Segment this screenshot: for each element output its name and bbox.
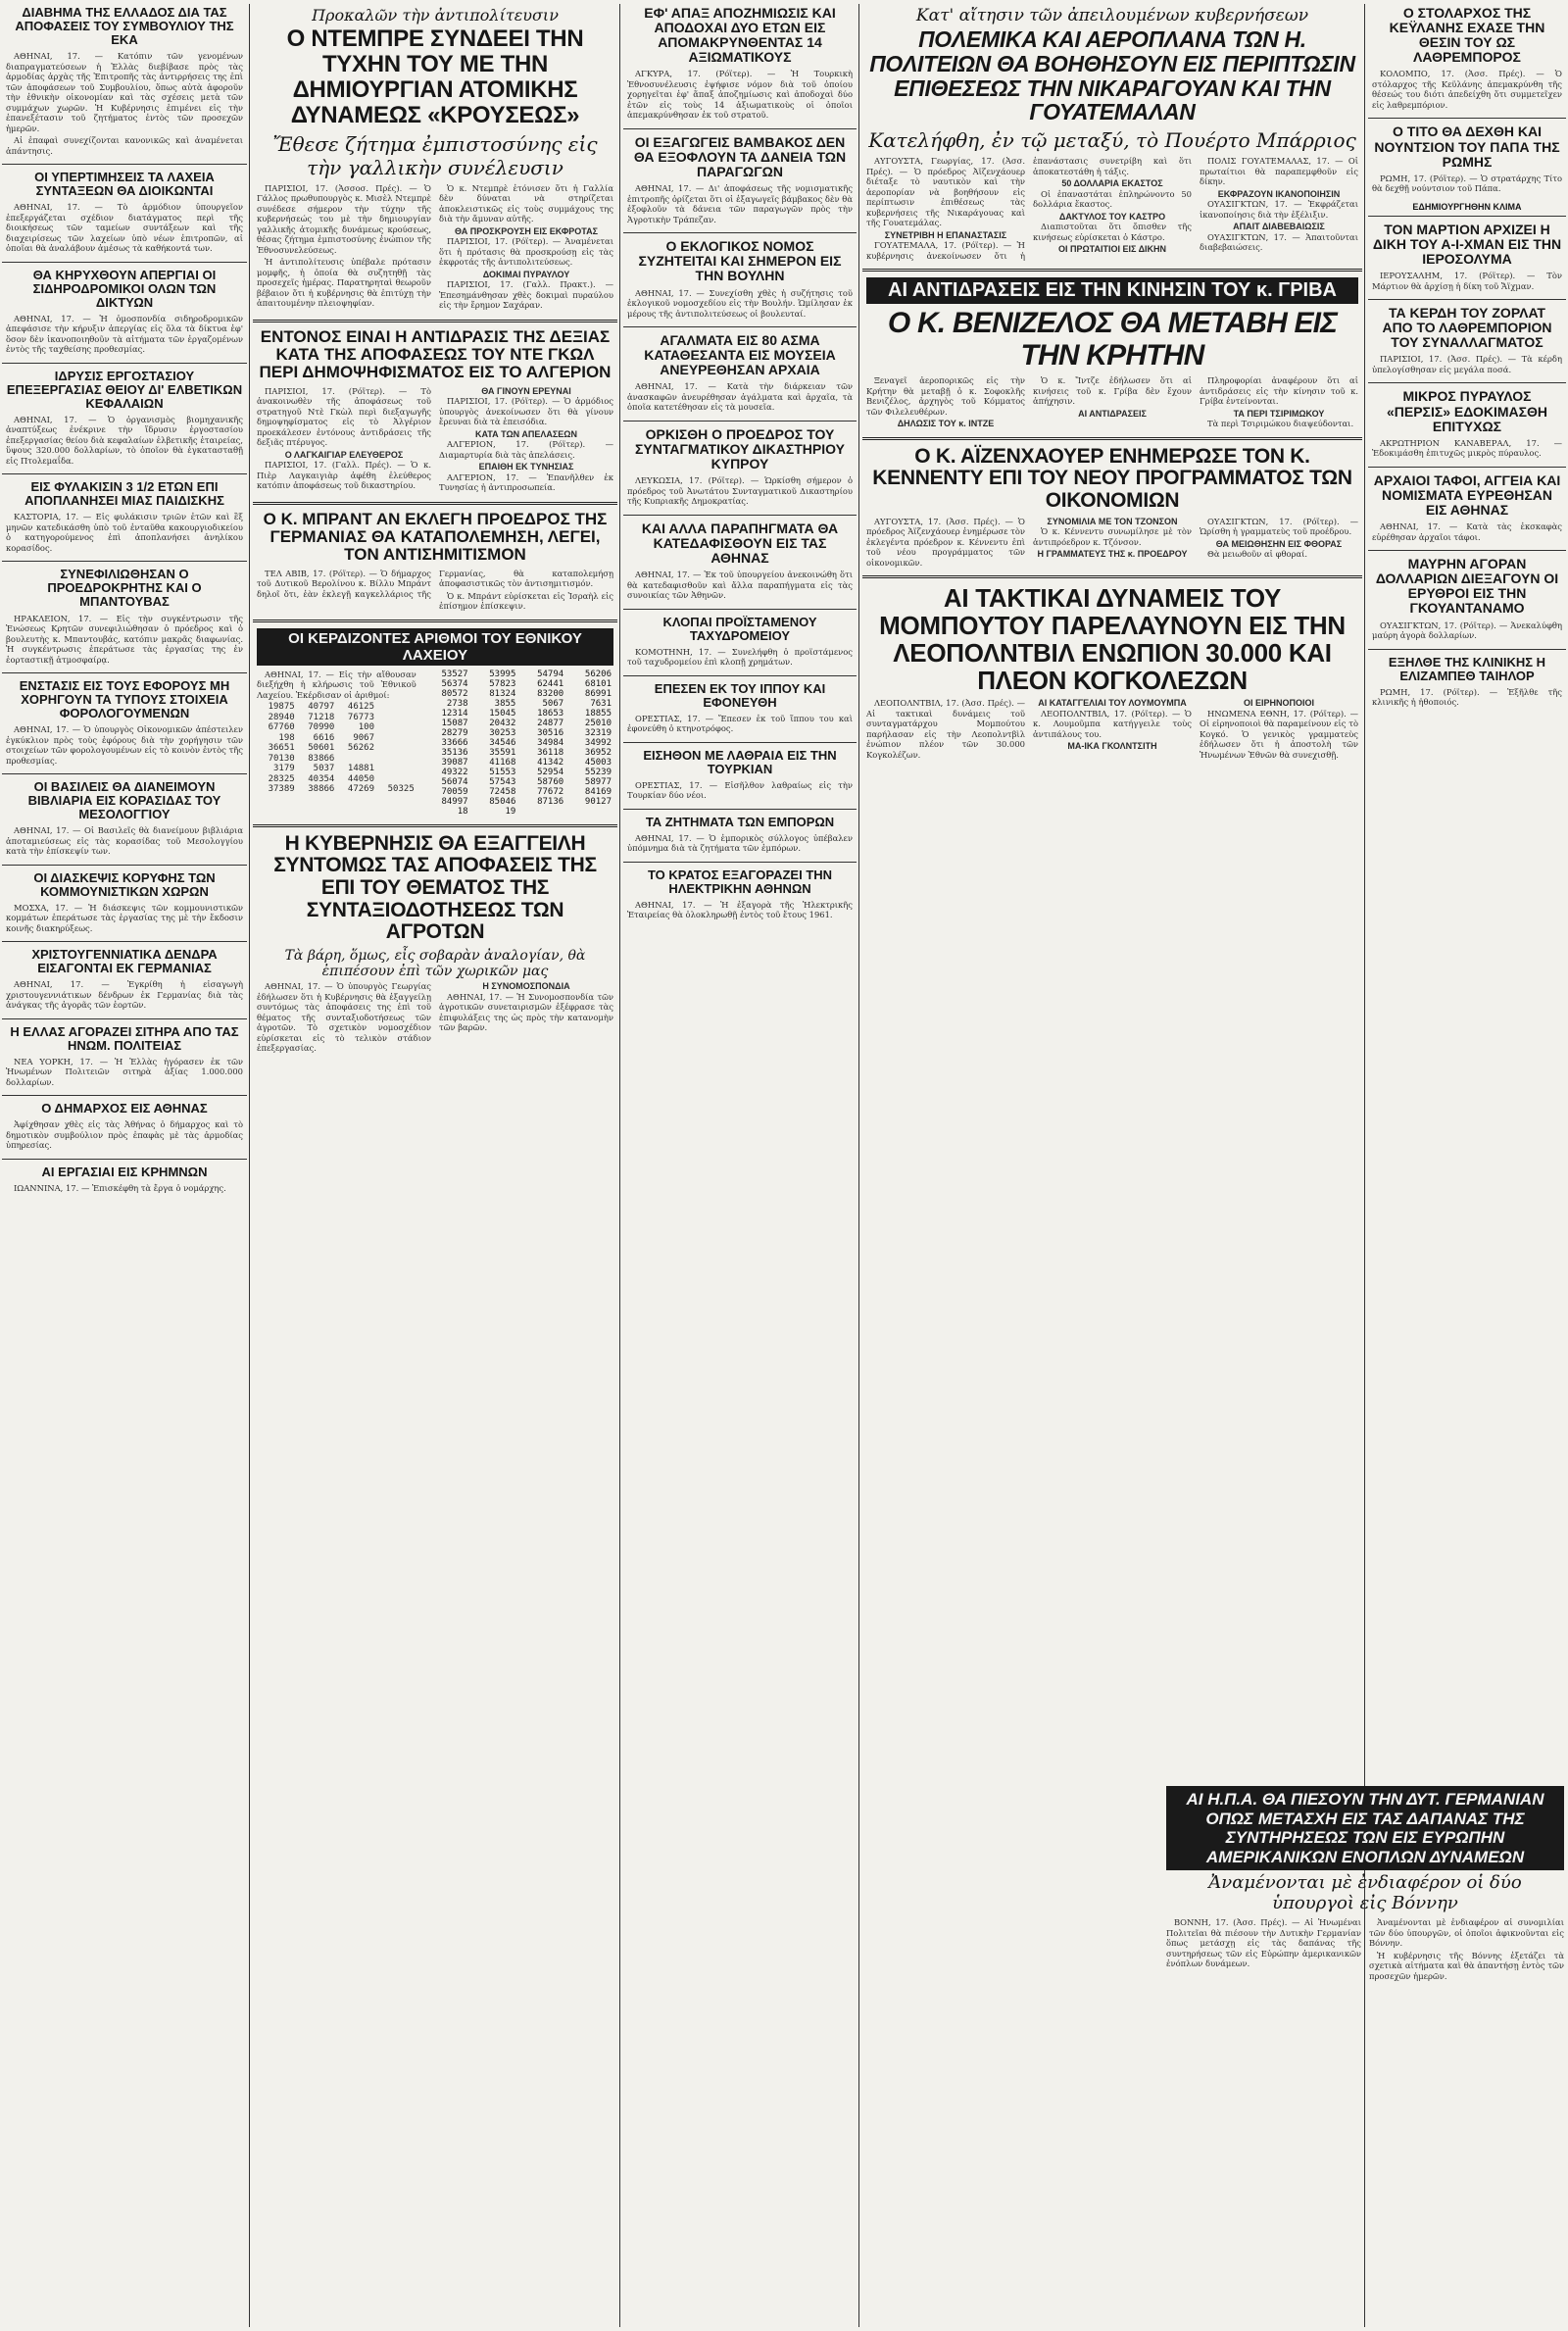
lottery-number: 72458 bbox=[489, 786, 516, 797]
lottery-number: 19875 bbox=[268, 702, 295, 713]
lottery-number: 62441 bbox=[537, 678, 564, 689]
lottery-row bbox=[422, 797, 613, 807]
lottery-number: 28940 bbox=[268, 712, 295, 722]
lottery-number: 57543 bbox=[489, 776, 516, 787]
lottery-row bbox=[422, 728, 613, 738]
lottery-number: 90127 bbox=[584, 796, 612, 807]
article-body: ΚΑΣΤΟΡΙΑ, 17. — Εἰς φυλάκισιν τριῶν ἐτῶν καὶ ἓξ μηνῶν κατεδικάσθη ὑπὸ τοῦ ἐνταῦθα κακουργιοδικείου ὁ κατηγορούμενος ἐπὶ ἀποπλανήσει ἀνηλίκου κορασίδος. bbox=[6, 512, 243, 553]
article-body: ΑΥΓΟΥΣΤΑ, Γεωργίας, 17. (Ἀσσ. Πρές). — Ὁ πρόεδρος Ἀϊζενχάουερ διέταξε τὸ ναυτικὸν καὶ τὴν ἀεροπορίαν νὰ βοηθήσουν εἰς περίπτωσιν ἐπιθέσεως τὰς κυβερνήσεις τῆς Νικαράγουας καὶ τῆς Γουατεμάλας. ΣΥΝΕΤΡΙΒΗ Η ΕΠΑΝΑΣΤΑΣΙΣ ΓΟΥΑΤΕΜΑΛΑ, 17. (Ρόϊτερ). — Ἡ κυβέρνησις ἀνεκοίνωσεν ὅτι ἡ ἐπανάστασις συνετρίβη καὶ ὅτι ἀποκατεστάθη ἡ τάξις. 50 ΔΟΛΛΑΡΙΑ ΕΚΑΣΤΟΣ Οἱ ἐπαναστάται ἐπληρώνοντο 50 δολλάρια ἕκαστος. ΔΑΚΤΥΛΟΣ ΤΟΥ ΚΑΣΤΡΟ Διαπιστοῦται ὅτι ὄπισθεν τῆς κινήσεως εὑρίσκεται ὁ Κάστρο. ΟΙ ΠΡΩΤΑΙΤΙΟΙ ΕΙΣ ΔΙΚΗΝ ΠΟΛΙΣ ΓΟΥΑΤΕΜΑΛΑΣ, 17. — Οἱ πρωταίτιοι θὰ παραπεμφθοῦν εἰς δίκην. ΕΚΦΡΑΖΟΥΝ ΙΚΑΝΟΠΟΙΗΣΙΝ ΟΥΑΣΙΓΚΤΩΝ, 17. — Ἐκφράζεται ἱκανοποίησις διὰ τὴν ἐξέλιξιν. ΑΠΑΙΤ ΔΙΑΒΕΒΑΙΩΣΙΣ ΟΥΑΣΙΓΚΤΩΝ, 17. — Ἀπαιτοῦνται διαβεβαιώσεις. bbox=[866, 156, 1358, 261]
lottery-number: 51553 bbox=[489, 767, 516, 777]
article-body: ΠΑΡΙΣΙΟΙ, 17. (Ρόϊτερ). — Τὸ ἀνακοινωθὲν τῆς ἀποφάσεως τοῦ στρατηγοῦ Ντὲ Γκὼλ περὶ διεξαγωγῆς δημοψηφίσματος εἰς τὸ Ἀλγέριον προεκάλεσεν ἐντόνους ἀντιδράσεις τῆς δεξιᾶς πτέρυγος. Ο ΛΑΓΚΑΙΓΙΑΡ ΕΛΕΥΘΕΡΟΣ ΠΑΡΙΣΙΟΙ, 17. (Γαλλ. Πρές). — Ὁ κ. Πιὲρ Λαγκαιγιὰρ ἀφέθη ἐλεύθερος κατόπιν ἀποφάσεως τοῦ δικαστηρίου. ΘΑ ΓΙΝΟΥΝ ΕΡΕΥΝΑΙ ΠΑΡΙΣΙΟΙ, 17. (Ρόϊτερ). — Ὁ ἀρμόδιος ὑπουργὸς ἀνεκοίνωσεν ὅτι θὰ γίνουν ἔρευναι διὰ τὰ ἐπεισόδια. ΚΑΤΑ ΤΩΝ ΑΠΕΛΑΣΕΩΝ ΑΛΓΕΡΙΟΝ, 17. (Ρόϊτερ). — Διαμαρτυρία διὰ τὰς ἀπελάσεις. ΕΠΑΙΘΗ ΕΚ ΤΥΝΗΣΙΑΣ ΑΛΓΕΡΙΟΝ, 17. — Ἐπανῆλθεν ἐκ Τυνησίας ἡ ἀντιπροσωπεία. bbox=[257, 385, 613, 493]
subhead: ΚΑΤΑ ΤΩΝ ΑΠΕΛΑΣΕΩΝ bbox=[475, 428, 577, 439]
lottery-number: 15087 bbox=[441, 718, 468, 728]
subhead: ΑΠΑΙΤ ΔΙΑΒΕΒΑΙΩΣΙΣ bbox=[1233, 222, 1325, 232]
lottery-number: 83866 bbox=[308, 753, 335, 764]
lottery-number: 36651 bbox=[268, 743, 295, 754]
lottery-number: 56262 bbox=[347, 743, 375, 754]
article-body: ΑΥΓΟΥΣΤΑ, 17. (Ἀσσ. Πρές). — Ὁ πρόεδρος Ἀϊζενχάουερ ἐνημέρωσε τὸν ἐκλεγέντα πρόεδρον κ. Κέννεντυ ἐπὶ τοῦ νέου προγράμματος τῶν οἰκονομικῶν. ΣΥΝΟΜΙΛΙΑ ΜΕ ΤΟΝ ΤΖΟΝΣΟΝ Ὁ κ. Κέννεντυ συνωμίλησε μὲ τὸν ἀντιπρόεδρον κ. Τζόνσον. Η ΓΡΑΜΜΑΤΕΥΣ ΤΗΣ κ. ΠΡΟΕΔΡΟΥ ΟΥΑΣΙΓΚΤΩΝ, 17. (Ρόϊτερ). — Ὡρίσθη ἡ γραμματεὺς τοῦ προέδρου. ΘΑ ΜΕΙΩΘΗΣΗΝ ΕΙΣ ΦΘΟΡΑΣ Θὰ μειωθοῦν αἱ φθοραί. bbox=[866, 516, 1358, 568]
article-body: ΝΕΑ ΥΟΡΚΗ, 17. — Ἡ Ἑλλὰς ἠγόρασεν ἐκ τῶν Ἡνωμένων Πολιτειῶν σιτηρὰ ἀξίας 1.000.000 δολλαρίων. bbox=[6, 1056, 243, 1087]
column-rule bbox=[249, 4, 250, 2327]
headline: ΑΙ ΤΑΚΤΙΚΑΙ ΔΥΝΑΜΕΙΣ ΤΟΥ ΜΟΜΠΟΥΤΟΥ ΠΑΡΕΛΑΥΝΟΥΝ ΕΙΣ ΤΗΝ ΛΕΟΠΟΛΝΤΒΙΛ ΕΝΩΠΙΟΝ 30.000 ΚΑΙ ΠΛΕΟΝ ΚΟΓΚΟΛΕΖΩΝ bbox=[879, 583, 1346, 696]
headline: ΑΓΑΛΜΑΤΑ ΕΙΣ 80 ΑΣΜΑ ΚΑΤΑΘΕΣΑΝΤΑ ΕΙΣ ΜΟΥΣΕΙΑ ΑΝΕΥΡΕΘΗΣΑΝ ΑΡΧΑΙΑ bbox=[644, 332, 836, 378]
subhead: ΔΗΛΩΣΙΣ ΤΟΥ κ. ΙΝΤΖΕ bbox=[897, 419, 995, 429]
lottery-number: 55239 bbox=[584, 767, 612, 777]
lottery-row bbox=[422, 719, 613, 728]
lottery-number: 15045 bbox=[489, 708, 516, 719]
subhead: Η ΓΡΑΜΜΑΤΕΥΣ ΤΗΣ κ. ΠΡΟΕΔΡΟΥ bbox=[1037, 549, 1188, 560]
headline: ΕΙΣ ΦΥΛΑΚΙΣΙΝ 3 1/2 ΕΤΩΝ ΕΠΙ ΑΠΟΠΛΑΝΗΣΕΙ ΜΙΑΣ ΠΑΙΔΙΣΚΗΣ bbox=[24, 479, 224, 509]
headline: ΤΑ ΖΗΤΗΜΑΤΑ ΤΩΝ ΕΜΠΟΡΩΝ bbox=[645, 814, 835, 829]
lottery-number: 30516 bbox=[537, 727, 564, 738]
lottery-number: 28325 bbox=[268, 773, 295, 784]
subhead: 50 ΔΟΛΛΑΡΙΑ ΕΚΑΣΤΟΣ bbox=[1061, 178, 1163, 189]
article-body: ΑΘΗΝΑΙ, 17. — Ἡ ἐξαγορὰ τῆς Ἠλεκτρικῆς Ἑταιρείας θὰ ὁλοκληρωθῇ ἐντὸς τοῦ ἔτους 1961. bbox=[627, 899, 853, 920]
lottery-number: 12314 bbox=[441, 708, 468, 719]
lottery-number: 28279 bbox=[441, 727, 468, 738]
subhead: ΘΑ ΜΕΙΩΘΗΣΗΝ ΕΙΣ ΦΘΟΡΑΣ bbox=[1215, 538, 1343, 549]
article-body: ΛΕΥΚΩΣΙΑ, 17. (Ρόϊτερ). — Ὡρκίσθη σήμερον ὁ πρόεδρος τοῦ Ἀνωτάτου Συνταγματικοῦ Δικαστηρίου τῆς Κυπριακῆς Δημοκρατίας. bbox=[627, 475, 853, 507]
lottery-row bbox=[422, 777, 613, 787]
article-body: ΟΡΕΣΤΙΑΣ, 17. — Εἰσῆλθον λαθραίως εἰς τὴν Τουρκίαν δύο νέοι. bbox=[627, 779, 853, 801]
lottery-row bbox=[257, 722, 416, 733]
subhead: ΔΟΚΙΜΑΙ ΠΥΡΑΥΛΟΥ bbox=[482, 269, 570, 279]
subhead: ΑΙ ΚΑΤΑΓΓΕΛΙΑΙ ΤΟΥ ΛΟΥΜΟΥΜΠΑ bbox=[1038, 698, 1187, 709]
lottery-number: 56206 bbox=[584, 669, 612, 679]
subhead: ΟΙ ΕΙΡΗΝΟΠΟΙΟΙ bbox=[1243, 698, 1314, 709]
lottery-number: 100 bbox=[358, 722, 375, 733]
lottery-number: 68101 bbox=[584, 678, 612, 689]
lottery-number: 57823 bbox=[489, 678, 516, 689]
article-body: ΑΘΗΝΑΙ, 17. — Ὁ ὀργανισμὸς βιομηχανικῆς ἀναπτύξεως ἐνέκρινε τὴν ἵδρυσιν ἐργοστασίου ἐπεξεργασίας θείου διὰ κεφαλαίων ἐλβετικῆς ἑταιρείας, ὕψους 320.000 δολλαρίων, τὸ ὁποῖον θὰ ἐγκατασταθῇ εἰς Πτολεμαΐδα. bbox=[6, 414, 243, 466]
article-body: ΟΥΑΣΙΓΚΤΩΝ, 17. (Ρόϊτερ). — Ἀνεκαλύφθη μαύρη ἀγορὰ δολλαρίων. bbox=[1372, 620, 1562, 641]
lottery-number: 56074 bbox=[441, 776, 468, 787]
headline: ΤΑ ΚΕΡΔΗ ΤΟΥ ΖΟΡΛΑΤ ΑΠΟ ΤΟ ΛΑΘΡΕΜΠΟΡΙΟΝ ΤΟΥ ΣΥΝΑΛΛΑΓΜΑΤΟΣ bbox=[1382, 305, 1552, 351]
article-body: ΑΘΗΝΑΙ, 17. — Κατὰ τὴν διάρκειαν τῶν ἀνασκαφῶν ἀνευρέθησαν ἀγάλματα καὶ ἀρχαῖα, τὰ ὁποῖα κατετέθησαν εἰς τὰ μουσεῖα. bbox=[627, 381, 853, 413]
article-body: Ἀφίχθησαν χθὲς εἰς τὰς Ἀθήνας ὁ δήμαρχος καὶ τὸ δημοτικὸν συμβούλιον πρὸς ἐπαφὰς μὲ τὰς ἁρμοδίας ὑπηρεσίας. bbox=[6, 1119, 243, 1151]
lottery-number: 52954 bbox=[537, 767, 564, 777]
headline: ΕΝΣΤΑΣΙΣ ΕΙΣ ΤΟΥΣ ΕΦΟΡΟΥΣ ΜΗ ΧΟΡΗΓΟΥΝ ΤΑ ΤΥΠΟΥΣ ΣΤΟΙΧΕΙΑ ΦΟΡΟΛΟΓΟΥΜΕΝΩΝ bbox=[19, 678, 230, 721]
headline: ΤΟΝ ΜΑΡΤΙΟΝ ΑΡΧΙΖΕΙ Η ΔΙΚΗ ΤΟΥ Α-Ι-ΧΜΑΝ ΕΙΣ ΤΗΝ ΙΕΡΟΣΟΛΥΜΑ bbox=[1372, 221, 1562, 267]
banner-headline: ΑΙ Η.Π.Α. ΘΑ ΠΙΕΣΟΥΝ ΤΗΝ ΔΥΤ. ΓΕΡΜΑΝΙΑΝ ΟΠΩΣ ΜΕΤΑΣΧΗ ΕΙΣ ΤΑΣ ΔΑΠΑΝΑΣ ΤΗΣ ΣΥΝΤΗΡΗΣΕΩΣ ΤΩΝ ΕΙΣ ΕΥΡΩΠΗΝ ΑΜΕΡΙΚΑΝΙΚΩΝ ΕΝΟΠΛΩΝ ΔΥΝΑΜΕΩΝ bbox=[1166, 1786, 1564, 1870]
headline: ΜΙΚΡΟΣ ΠΥΡΑΥΛΟΣ «ΠΕΡΣΙΣ» ΕΔΟΚΙΜΑΣΘΗ ΕΠΙΤΥΧΩΣ bbox=[1386, 388, 1548, 434]
headline: Ο ΕΚΛΟΓΙΚΟΣ ΝΟΜΟΣ ΣΥΖΗΤΕΙΤΑΙ ΚΑΙ ΣΗΜΕΡΟΝ ΕΙΣ ΤΗΝ ΒΟΥΛΗΝ bbox=[638, 238, 842, 284]
column-3 bbox=[623, 0, 857, 2331]
lottery-number: 14881 bbox=[347, 764, 375, 774]
column-rule bbox=[619, 4, 620, 2327]
article-body: ΠΑΡΙΣΙΟΙ, 17. (Ἀσσοσ. Πρές). — Ὁ Γάλλος πρωθυπουργὸς κ. Μισὲλ Ντεμπρὲ συνέδεσε σήμερον τὴν τύχην τῆς κυβερνήσεώς του μὲ τὴν δημιουργίαν γαλλικῆς ἀτομικῆς δυνάμεως κρούσεως, θέσας ζήτημα ἐμπιστοσύνης ἐνώπιον τῆς Ἐθνοσυνελεύσεως. Ἡ ἀντιπολίτευσις ὑπέβαλε πρότασιν μομφῆς, ἡ ὁποία θὰ συζητηθῇ τὰς προσεχεῖς ἡμέρας. Παρατηρηταὶ θεωροῦν βέβαιον ὅτι ἡ κυβέρνησις θὰ ἐπιτύχῃ τὴν ἀπαιτουμένην πλειοψηφίαν. Ὁ κ. Ντεμπρὲ ἐτόνισεν ὅτι ἡ Γαλλία δὲν δύναται νὰ στηρίζεται ἀποκλειστικῶς εἰς τοὺς συμμάχους της διὰ τὴν ἄμυναν αὐτῆς. ΘΑ ΠΡΟΣΚΡΟΥΣΗ ΕΙΣ ΕΚΦΡΟΤΑΣ ΠΑΡΙΣΙΟΙ, 17. (Ρόϊτερ). — Ἀναμένεται ὅτι ἡ πρότασις θὰ προσκρούσῃ εἰς τὰς ἐκφροτάς τῆς ἀντιπολιτεύσεως. ΔΟΚΙΜΑΙ ΠΥΡΑΥΛΟΥ ΠΑΡΙΣΙΟΙ, 17. (Γαλλ. Πρακτ.). — Ἐπεσημάνθησαν χθὲς δοκιμαὶ πυραύλου εἰς τὴν ἔρημον Σαχάραν. bbox=[257, 182, 613, 311]
headline: ΚΑΙ ΑΛΛΑ ΠΑΡΑΠΗΓΜΑΤΑ ΘΑ ΚΑΤΕΔΑΦΙΣΘΟΥΝ ΕΙΣ ΤΑΣ ΑΘΗΝΑΣ bbox=[641, 520, 839, 566]
lottery-number: 2738 bbox=[446, 698, 468, 709]
article-body: ΙΩΑΝΝΙΝΑ, 17. — Ἐπισκέφθη τὰ ἔργα ὁ νομάρχης. bbox=[14, 1182, 226, 1193]
lottery-number: 3179 bbox=[272, 764, 295, 774]
lottery-number: 35136 bbox=[441, 747, 468, 758]
lottery-row bbox=[257, 702, 416, 713]
lottery-number: 198 bbox=[278, 732, 295, 743]
article-body: ΑΓΚΥΡΑ, 17. (Ρόϊτερ). — Ἡ Τουρκικὴ Ἐθνοσυνέλευσις ἐψήφισε νόμον διὰ τοῦ ὁποίου χορηγεῖται ἐφ' ἅπαξ ἀποζημίωσις καὶ ἀποδοχαὶ δύο ἐτῶν εἰς τοὺς 14 ἀξιωματικοὺς οἱ ὁποῖοι ἀπεμακρύνθησαν ἐκ τοῦ στρατοῦ. bbox=[627, 69, 853, 121]
subhead: Ο ΛΑΓΚΑΙΓΙΑΡ ΕΛΕΥΘΕΡΟΣ bbox=[284, 449, 404, 460]
lottery-number: 18855 bbox=[584, 708, 612, 719]
lottery-number: 18653 bbox=[537, 708, 564, 719]
lottery-number: 70059 bbox=[441, 786, 468, 797]
headline: ΟΙ ΕΞΑΓΩΓΕΙΣ ΒΑΜΒΑΚΟΣ ΔΕΝ ΘΑ ΕΞΟΦΛΟΥΝ ΤΑ ΔΑΝΕΙΑ ΤΩΝ ΠΑΡΑΓΩΓΩΝ bbox=[633, 133, 847, 180]
headline: Ο Κ. ΒΕΝΙΖΕΛΟΣ ΘΑ ΜΕΤΑΒΗ ΕΙΣ ΤΗΝ ΚΡΗΤΗΝ bbox=[887, 307, 1338, 372]
lottery-number: 50601 bbox=[308, 743, 335, 754]
subheadline: Ἀναμένονται μὲ ἐνδιαφέρον οἱ δύο ὑπουργοὶ εἰς Βόννην bbox=[1208, 1872, 1522, 1914]
lottery-number: 45003 bbox=[584, 757, 612, 768]
lottery-row bbox=[422, 807, 613, 817]
lottery-number: 3855 bbox=[494, 698, 516, 709]
lottery-row bbox=[257, 743, 416, 754]
lottery-row bbox=[257, 774, 416, 785]
headline: Ο Κ. ΜΠΡΑΝΤ ΑΝ ΕΚΛΕΓΗ ΠΡΟΕΔΡΟΣ ΤΗΣ ΓΕΡΜΑΝΙΑΣ ΘΑ ΚΑΤΑΠΟΛΕΜΗΣΗ, ΛΕΓΕΙ, ΤΟΝ ΑΝΤΙΣΗΜΙΤΙΣΜΟΝ bbox=[263, 509, 608, 565]
article-body: ΒΟΝΝΗ, 17. (Ἀσσ. Πρές). — Αἱ Ἡνωμέναι Πολιτεῖαι θὰ πιέσουν τὴν Δυτικὴν Γερμανίαν ὅπως μετάσχῃ εἰς τὰς δαπάνας τῆς συντηρήσεως τῶν εἰς Εὐρώπην ἀμερικανικῶν ἐνόπλων δυνάμεων. Ἀναμένονται μὲ ἐνδιαφέρον αἱ συνομιλίαι τῶν δύο ὑπουργῶν, οἱ ὁποῖοι ἀφικνοῦνται εἰς Βόννην. Ἡ κυβέρνησις τῆς Βόννης ἐξετάζει τὰ σχετικὰ αἰτήματα καὶ θὰ ἀπαντήσῃ ἐντὸς τῶν προσεχῶν ἡμερῶν. bbox=[1166, 1917, 1564, 1981]
article-body: ΑΘΗΝΑΙ, 17. — Τὸ ἁρμόδιον ὑπουργεῖον ἐπεξεργάζεται σχέδιον διατάγματος περὶ τῆς διοικήσεως τῶν ταμείων συντάξεων καὶ τῆς διαχειρίσεως τῶν λαχείων ὑπὸ νέων ἐπιτροπῶν, αἱ ὁποῖαι θὰ ἀναλάβουν ἀμέσως τὰ καθήκοντά των. bbox=[6, 202, 243, 254]
article-body: ΑΘΗΝΑΙ, 17. — Ἐκ τοῦ ὑπουργείου ἀνεκοινώθη ὅτι θὰ κατεδαφισθοῦν καὶ ἄλλα παραπήγματα εἰς τὰς συνοικίας τῶν Ἀθηνῶν. bbox=[627, 570, 853, 601]
subhead: ΣΥΝΟΜΙΛΙΑ ΜΕ ΤΟΝ ΤΖΟΝΣΟΝ bbox=[1047, 516, 1178, 526]
lottery-number: 9067 bbox=[353, 732, 375, 743]
subhead: Η ΣΥΝΟΜΟΣΠΟΝΔΙΑ bbox=[482, 981, 570, 992]
subhead: ΔΑΚΤΥΛΟΣ ΤΟΥ ΚΑΣΤΡΟ bbox=[1058, 211, 1166, 222]
lottery-number: 19 bbox=[505, 806, 516, 817]
lottery-number: 36118 bbox=[537, 747, 564, 758]
lottery-row bbox=[422, 787, 613, 797]
lottery-number: 24877 bbox=[537, 718, 564, 728]
article-body: ΑΘΗΝΑΙ, 17. — Συνεχίσθη χθὲς ἡ συζήτησις τοῦ ἐκλογικοῦ νομοσχεδίου εἰς τὴν Βουλήν. Ὡμίλησαν ἐκ μέρους τῆς ἀντιπολιτεύσεως οἱ βουλευταί. bbox=[627, 287, 853, 319]
article-body: ΤΕΛ ΑΒΙΒ, 17. (Ρόϊτερ). — Ὁ δήμαρχος τοῦ Δυτικοῦ Βερολίνου κ. Βίλλυ Μπράντ δηλοῖ ὅτι, ἐὰν ἐκλεγῇ καγκελλάριος τῆς Γερμανίας, θὰ καταπολεμήσῃ ἀποφασιστικῶς τὸν ἀντισημιτισμόν. Ὁ κ. Μπράντ εὑρίσκεται εἰς Ἰσραὴλ εἰς ἐπίσημον ἐπίσκεψιν. bbox=[257, 568, 613, 612]
article-body: ΡΩΜΗ, 17. (Ρόϊτερ). — Ἐξῆλθε τῆς κλινικῆς ἡ ἠθοποιός. bbox=[1372, 686, 1562, 708]
article-body: ΑΘΗΝΑΙ, 17. — Οἱ Βασιλεῖς θὰ διανείμουν βιβλιάρια ἀποταμιεύσεως εἰς τὰς κορασίδας τοῦ Μεσολογγίου κατὰ τὴν ἐπίσκεψίν των. bbox=[6, 825, 243, 857]
headline: ΕΞΗΛΘΕ ΤΗΣ ΚΛΙΝΙΚΗΣ Η ΕΛΙΖΑΜΠΕΘ ΤΑΙΗΛΟΡ bbox=[1388, 654, 1546, 683]
column-rule bbox=[858, 4, 859, 2327]
headline: Ο ΤΙΤΟ ΘΑ ΔΕΧΘΗ ΚΑΙ ΝΟΥΝΤΣΙΟΝ ΤΟΥ ΠΑΠΑ ΤΗΣ ΡΩΜΗΣ bbox=[1374, 124, 1560, 170]
article-body: ΑΘΗΝΑΙ, 17. — Δι' ἀποφάσεως τῆς νομισματικῆς ἐπιτροπῆς ὁρίζεται ὅτι οἱ ἐξαγωγεῖς βάμβακος δὲν θὰ ἐξοφλοῦν τὰ δάνεια τῶν παραγωγῶν πρὸς τὴν Ἀγροτικὴν Τράπεζαν. bbox=[627, 183, 853, 224]
lottery-row bbox=[257, 784, 416, 795]
headline: ΕΝΤΟΝΟΣ ΕΙΝΑΙ Η ΑΝΤΙΔΡΑΣΙΣ ΤΗΣ ΔΕΞΙΑΣ ΚΑΤΑ ΤΗΣ ΑΠΟΦΑΣΕΩΣ ΤΟΥ ΝΤΕ ΓΚΩΛ ΠΕΡΙ ΔΗΜΟΨΗΦΙΣΜΑΤΟΣ ΕΙΣ ΤΟ ΑΛΓΕΡΙΟΝ bbox=[259, 326, 612, 382]
lottery-number: 50325 bbox=[387, 784, 415, 795]
lottery-number: 85046 bbox=[489, 796, 516, 807]
lottery-row bbox=[422, 689, 613, 699]
article-body: ΠΑΡΙΣΙΟΙ, 17. (Ἀσσ. Πρές). — Τὰ κέρδη ὑπελογίσθησαν εἰς μεγάλα ποσά. bbox=[1372, 354, 1562, 374]
lottery-number: 77672 bbox=[537, 786, 564, 797]
lottery-number: 53527 bbox=[441, 669, 468, 679]
lottery-number: 70130 bbox=[268, 753, 295, 764]
article-body: ΚΟΜΟΤΗΝΗ, 17. — Συνελήφθη ὁ προϊστάμενος τοῦ ταχυδρομείου ἐπὶ κλοπῇ χρημάτων. bbox=[627, 646, 853, 668]
subhead: ΘΑ ΓΙΝΟΥΝ ΕΡΕΥΝΑΙ bbox=[481, 385, 571, 396]
lottery-number: 30253 bbox=[489, 727, 516, 738]
headline: Ο ΣΤΟΛΑΡΧΟΣ ΤΗΣ ΚΕΫΛΑΝΗΣ ΕΧΑΣΕ ΤΗΝ ΘΕΣΙΝ ΤΟΥ ΩΣ ΛΑΘΡΕΜΠΟΡΟΣ bbox=[1389, 5, 1545, 66]
lottery-row bbox=[257, 764, 416, 774]
lottery-number: 46125 bbox=[347, 702, 375, 713]
lottery-row bbox=[422, 738, 613, 748]
lottery-number: 84169 bbox=[584, 786, 612, 797]
lottery-number: 37389 bbox=[268, 784, 295, 795]
subhead: ΕΔΗΜΙΟΥΡΓΗΘΗΝ ΚΛΙΜΑ bbox=[1412, 201, 1522, 212]
lottery-number: 33666 bbox=[441, 737, 468, 748]
subhead: ΟΙ ΠΡΩΤΑΙΤΙΟΙ ΕΙΣ ΔΙΚΗΝ bbox=[1057, 244, 1167, 255]
article-body: ΑΘΗΝΑΙ, 17. — Ὁ ὑπουργὸς Γεωργίας ἐδήλωσεν ὅτι ἡ Κυβέρνησις θὰ ἐξαγγείλῃ συντόμως τὰς ἀποφάσεις της ἐπὶ τοῦ θέματος τῆς συνταξιοδοτήσεως τῶν ἀγροτῶν. Τὸ σχετικὸν νομοσχέδιον εὑρίσκεται εἰς τὸ τελικὸν στάδιον ἐπεξεργασίας. Η ΣΥΝΟΜΟΣΠΟΝΔΙΑ ΑΘΗΝΑΙ, 17. — Ἡ Συνομοσπονδία τῶν ἀγροτικῶν συνεταιρισμῶν ἐξέφρασε τὰς ἐπιφυλάξεις της ὡς πρὸς τὴν κατανομὴν τῶν βαρῶν. bbox=[257, 981, 613, 1054]
subheadline: Κατελήφθη, ἐν τῷ μεταξύ, τὸ Πουέρτο Μπάρριος bbox=[868, 128, 1356, 153]
lottery-number: 18 bbox=[457, 806, 468, 817]
lottery-number: 34984 bbox=[537, 737, 564, 748]
article-body: ΑΘΗΝΑΙ, 17. — Ἡ ὁμοσπονδία σιδηροδρομικῶν ἀπεφάσισε τὴν κήρυξιν ἀπεργίας εἰς ὅλα τὰ δίκτυα ἐφ' ὅσον δὲν ἱκανοποιηθοῦν τὰ αἰτήματα τῶν ἐργαζομένων ἐντὸς τῆς ταχθείσης προθεσμίας. bbox=[6, 313, 243, 355]
lottery-row bbox=[257, 733, 416, 744]
headline: Ο Κ. ΑΪΖΕΝΧΑΟΥΕΡ ΕΝΗΜΕΡΩΣΕ ΤΟΝ Κ. ΚΕΝΝΕΝΤΥ ΕΠΙ ΤΟΥ ΝΕΟΥ ΠΡΟΓΡΑΜΜΑΤΟΣ ΤΩΝ ΟΙΚΟΝΟΜΙΩΝ bbox=[872, 444, 1352, 512]
lottery-number: 76773 bbox=[347, 712, 375, 722]
headline: ΘΑ ΚΗΡΥΧΘΟΥΝ ΑΠΕΡΓΙΑΙ ΟΙ ΣΙΔΗΡΟΔΡΟΜΙΚΟΙ ΟΛΩΝ ΤΩΝ ΔΙΚΤΥΩΝ bbox=[32, 267, 217, 310]
lottery-row bbox=[422, 679, 613, 689]
lottery-number: 5037 bbox=[313, 764, 335, 774]
headline: ΧΡΙΣΤΟΥΓΕΝΝΙΑΤΙΚΑ ΔΕΝΔΡΑ ΕΙΣΑΓΟΝΤΑΙ ΕΚ ΓΕΡΜΑΝΙΑΣ bbox=[31, 947, 218, 976]
article-body: ΚΟΛΟΜΠΟ, 17. (Ἀσσ. Πρές). — Ὁ στόλαρχος τῆς Κεϋλάνης ἀπεμακρύνθη τῆς θέσεώς του διότι ἀπεδείχθη ὅτι συμμετεῖχεν εἰς λαθρεμπόριον. bbox=[1372, 69, 1562, 110]
lottery-number: 84997 bbox=[441, 796, 468, 807]
article-body: ΟΡΕΣΤΙΑΣ, 17. — Ἔπεσεν ἐκ τοῦ ἵππου του καὶ ἐφονεύθη ὁ κτηνοτρόφος. bbox=[627, 713, 853, 734]
headline: ΙΔΡΥΣΙΣ ΕΡΓΟΣΤΑΣΙΟΥ ΕΠΕΞΕΡΓΑΣΙΑΣ ΘΕΙΟΥ ΔΙ' ΕΛΒΕΤΙΚΩΝ ΚΕΦΑΛΑΙΩΝ bbox=[6, 368, 243, 411]
headline: Η ΕΛΛΑΣ ΑΓΟΡΑΖΕΙ ΣΙΤΗΡΑ ΑΠΟ ΤΑΣ ΗΝΩΜ. ΠΟΛΙΤΕΙΑΣ bbox=[10, 1023, 239, 1053]
headline: Η ΚΥΒΕΡΝΗΣΙΣ ΘΑ ΕΞΑΓΓΕΙΛΗ ΣΥΝΤΟΜΩΣ ΤΑΣ ΑΠΟΦΑΣΕΙΣ ΤΗΣ ΕΠΙ ΤΟΥ ΘΕΜΑΤΟΣ ΤΗΣ ΣΥΝΤΑΞΙΟΔΟΤΗΣΕΩΣ ΤΩΝ ΑΓΡΟΤΩΝ bbox=[273, 831, 597, 944]
subheadline: Τὰ βάρη, ὅμως, εἶς σοβαρὰν ἀναλογίαν, θὰ ἐπιπέσουν ἐπὶ τῶν χωρικῶν μας bbox=[284, 948, 586, 980]
lottery-number: 44050 bbox=[347, 773, 375, 784]
subhead: ΤΑ ΠΕΡΙ ΤΣΙΡΙΜΩΚΟΥ bbox=[1233, 408, 1325, 419]
headline: ΟΙ ΒΑΣΙΛΕΙΣ ΘΑ ΔΙΑΝΕΙΜΟΥΝ ΒΙΒΛΙΑΡΙΑ ΕΙΣ ΚΟΡΑΣΙΔΑΣ ΤΟΥ ΜΕΣΟΛΟΓΓΙΟΥ bbox=[27, 779, 221, 822]
lottery-table-left bbox=[257, 702, 416, 795]
lottery-number: 80572 bbox=[441, 688, 468, 699]
bottom-right-story bbox=[1166, 1786, 1564, 2325]
lottery-number: 39087 bbox=[441, 757, 468, 768]
subheadline: Ἔθεσε ζήτημα ἐμπιστοσύνης εἰς τὴν γαλλικὴν συνέλευσιν bbox=[272, 131, 598, 179]
lottery-table bbox=[422, 670, 613, 817]
column-1 bbox=[2, 0, 247, 2331]
headline: ΔΙΑΒΗΜΑ ΤΗΣ ΕΛΛΑΔΟΣ ΔΙΑ ΤΑΣ ΑΠΟΦΑΣΕΙΣ ΤΟΥ ΣΥΜΒΟΥΛΙΟΥ ΤΗΣ ΕΚΑ bbox=[15, 5, 234, 48]
lottery-number: 7631 bbox=[590, 698, 612, 709]
lottery-number: 40797 bbox=[308, 702, 335, 713]
subhead: ΜΑ-ΙΚΑ ΓΚΟΛΝΤΣΙΤΗ bbox=[1067, 741, 1157, 752]
lottery-row bbox=[422, 670, 613, 679]
headline: ΜΑΥΡΗΝ ΑΓΟΡΑΝ ΔΟΛΛΑΡΙΩΝ ΔΙΕΞΑΓΟΥΝ ΟΙ ΕΡΥΘΡΟΙ ΕΙΣ ΤΗΝ ΓΚΟΥΑΝΤΑΝΑΜΟ bbox=[1375, 556, 1559, 617]
headline: ΑΙ ΕΡΓΑΣΙΑΙ ΕΙΣ ΚΡΗΜΝΩΝ bbox=[41, 1164, 208, 1179]
article-body: ΑΘΗΝΑΙ, 17. — Ἐγκρίθη ἡ εἰσαγωγὴ χριστουγεννιάτικων δένδρων ἐκ Γερμανίας διὰ τὰς ἀνάγκας τῆς ἀγορᾶς τῶν ἑορτῶν. bbox=[6, 979, 243, 1011]
headline: ΤΟ ΚΡΑΤΟΣ ΕΞΑΓΟΡΑΖΕΙ ΤΗΝ ΗΛΕΚΤΡΙΚΗΝ ΑΘΗΝΩΝ bbox=[647, 867, 833, 896]
subhead: ΘΑ ΠΡΟΣΚΡΟΥΣΗ ΕΙΣ ΕΚΦΡΟΤΑΣ bbox=[455, 225, 598, 236]
lottery-number: 49322 bbox=[441, 767, 468, 777]
article-body: ΑΘΗΝΑΙ, 17. — Ὁ ἐμπορικὸς σύλλογος ὑπέβαλεν ὑπόμνημα διὰ τὰ ζητήματα τῶν ἐμπόρων. bbox=[627, 832, 853, 854]
lottery-number: 32319 bbox=[584, 727, 612, 738]
headline: Ο ΝΤΕΜΠΡΕ ΣΥΝΔΕΕΙ ΤΗΝ ΤΥΧΗΝ ΤΟΥ ΜΕ ΤΗΝ ΔΗΜΙΟΥΡΓΙΑΝ ΑΤΟΜΙΚΗΣ ΔΥΝΑΜΕΩΣ «ΚΡΟΥΣΕΩΣ» bbox=[286, 25, 584, 128]
column-6 bbox=[1368, 0, 1566, 1782]
headline: ΣΥΝΕΦΙΛΙΩΘΗΣΑΝ Ο ΠΡΟΕΔΡΟΚΡΗΤΗΣ ΚΑΙ Ο ΜΠΑΝΤΟΥΒΑΣ bbox=[47, 567, 202, 610]
kicker: Κατ' αἴτησιν τῶν ἀπειλουμένων κυβερνήσεων bbox=[915, 6, 1309, 25]
article-body: ΜΟΣΧΑ, 17. — Ἡ διάσκεψις τῶν κομμουνιστικῶν κομμάτων ἐπεράτωσε τὰς ἐργασίας της μὲ τὴν ἔκδοσιν κοινῆς διακηρύξεως. bbox=[6, 902, 243, 933]
headline: ΕΙΣΗΘΟΝ ΜΕ ΛΑΘΡΑΙΑ ΕΙΣ ΤΗΝ ΤΟΥΡΚΙΑΝ bbox=[643, 747, 837, 776]
lottery-row bbox=[257, 713, 416, 723]
lottery-number: 56374 bbox=[441, 678, 468, 689]
headline: ΟΙ ΔΙΑΣΚΕΨΙΣ ΚΟΡΥΦΗΣ ΤΩΝ ΚΟΜΜΟΥΝΙΣΤΙΚΩΝ ΧΩΡΩΝ bbox=[33, 869, 216, 899]
lottery-number: 6616 bbox=[313, 732, 335, 743]
headline: ΠΟΛΕΜΙΚΑ ΚΑΙ ΑΕΡΟΠΛΑΝΑ ΤΩΝ Η. ΠΟΛΙΤΕΙΩΝ ΘΑ ΒΟΗΘΗΣΟΥΝ ΕΙΣ ΠΕΡΙΠΤΩΣΙΝ ΕΠΙΘΕΣΕΩΣ ΤΗΝ ΝΙΚΑΡΑΓΟΥΑΝ ΚΑΙ ΤΗΝ ΓΟΥΑΤΕΜΑΛΑΝ bbox=[869, 26, 1355, 125]
lottery-number: 54794 bbox=[537, 669, 564, 679]
lottery-number: 86991 bbox=[584, 688, 612, 699]
lottery-number: 20432 bbox=[489, 718, 516, 728]
lottery-number: 58760 bbox=[537, 776, 564, 787]
lottery-number: 36952 bbox=[584, 747, 612, 758]
lottery-banner: ΟΙ ΚΕΡΔΙΖΟΝΤΕΣ ΑΡΙΘΜΟΙ ΤΟΥ ΕΘΝΙΚΟΥ ΛΑΧΕΙΟΥ bbox=[257, 628, 613, 666]
article-body: ΑΚΡΩΤΗΡΙΟΝ ΚΑΝΑΒΕΡΑΛ, 17. — Ἐδοκιμάσθη ἐπιτυχῶς μικρὸς πύραυλος. bbox=[1372, 437, 1562, 459]
subhead: ΕΠΑΙΘΗ ΕΚ ΤΥΝΗΣΙΑΣ bbox=[478, 462, 574, 472]
lottery-number: 34992 bbox=[584, 737, 612, 748]
lottery-number: 40354 bbox=[308, 773, 335, 784]
headline: Ο ΔΗΜΑΡΧΟΣ ΕΙΣ ΑΘΗΝΑΣ bbox=[41, 1101, 208, 1116]
article-body: ΑΘΗΝΑΙ, 17. — Ὁ ὑπουργὸς Οἰκονομικῶν ἀπέστειλεν ἐγκύκλιον πρὸς τοὺς ἐφόρους διὰ τὴν χορήγησιν τῶν στοιχείων τῶν φορολογουμένων εἰς τὸ κοινὸν ἐντὸς τῆς προθεσμίας. bbox=[6, 724, 243, 766]
article-body: ΑΘΗΝΑΙ, 17. — Κατὰ τὰς ἐκσκαφὰς εὑρέθησαν ἀρχαῖοι τάφοι. bbox=[1372, 521, 1562, 542]
lottery-number: 67760 bbox=[268, 722, 295, 733]
headline: ΕΠΕΣΕΝ ΕΚ ΤΟΥ ΙΠΠΟΥ ΚΑΙ ΕΦΟΝΕΥΘΗ bbox=[654, 680, 826, 710]
lottery-number: 41168 bbox=[489, 757, 516, 768]
banner-headline: ΑΙ ΑΝΤΙΔΡΑΣΕΙΣ ΕΙΣ ΤΗΝ ΚΙΝΗΣΙΝ ΤΟΥ κ. ΓΡΙΒΑ bbox=[866, 277, 1358, 304]
lottery-number: 81324 bbox=[489, 688, 516, 699]
lottery-row bbox=[422, 709, 613, 719]
lottery-row bbox=[422, 699, 613, 709]
article-body: ΑΘΗΝΑΙ, 17. — Εἰς τὴν αἴθουσαν διεξήχθη ἡ κλήρωσις τοῦ Ἐθνικοῦ Λαχείου. Ἐκέρδισαν οἱ ἀριθμοί: 19875 40797 46125 28940 71218 76773 67760 70990 100 198 6616 9067 36651 50601 56262 70130 83866 3179 5037 14881 28325 40354 44050 37389 38866 47269 50325 bbox=[257, 669, 416, 795]
lottery-number: 87136 bbox=[537, 796, 564, 807]
headline: ΟΡΚΙΣΘΗ Ο ΠΡΟΕΔΡΟΣ ΤΟΥ ΣΥΝΤΑΓΜΑΤΙΚΟΥ ΔΙΚΑΣΤΗΡΙΟΥ ΚΥΠΡΟΥ bbox=[635, 425, 845, 472]
lottery-number: 58977 bbox=[584, 776, 612, 787]
lottery-number: 38866 bbox=[308, 784, 335, 795]
article-body: ΛΕΟΠΟΛΝΤΒΙΛ, 17. (Ἀσσ. Πρές). — Αἱ τακτικαὶ δυνάμεις τοῦ συνταγματάρχου Μομπούτου παρήλασαν εἰς τὴν Λεοπολντβὶλ ἐνώπιον πλέον τῶν 30.000 Κογκολέζων. ΑΙ ΚΑΤΑΓΓΕΛΙΑΙ ΤΟΥ ΛΟΥΜΟΥΜΠΑ ΛΕΟΠΟΛΝΤΒΙΛ, 17. (Ρόϊτερ). — Ὁ κ. Λουμοῦμπα κατήγγειλε τοὺς ἀντιπάλους του. ΜΑ-ΙΚΑ ΓΚΟΛΝΤΣΙΤΗ ΟΙ ΕΙΡΗΝΟΠΟΙΟΙ ΗΝΩΜΕΝΑ ΕΘΝΗ, 17. (Ρόϊτερ). — Οἱ εἰρηνοποιοὶ θὰ παραμείνουν εἰς τὸ Κογκό. Ὁ γενικὸς γραμματεὺς ἐδήλωσεν ὅτι ἡ ἀποστολὴ τῶν Ἡνωμένων Ἐθνῶν θὰ συνεχισθῇ. bbox=[866, 698, 1358, 760]
column-2 bbox=[253, 0, 617, 2331]
headline: ΑΡΧΑΙΟΙ ΤΑΦΟΙ, ΑΓΓΕΙΑ ΚΑΙ ΝΟΜΙΣΜΑΤΑ ΕΥΡΕΘΗΣΑΝ ΕΙΣ ΑΘΗΝΑΣ bbox=[1373, 471, 1561, 518]
article-body: ΡΩΜΗ, 17. (Ρόϊτερ). — Ὁ στρατάρχης Τίτο θὰ δεχθῇ νούντσιον τοῦ Πάπα. bbox=[1372, 173, 1562, 194]
headline: ΟΙ ΥΠΕΡΤΙΜΗΣΕΙΣ ΤΑ ΛΑΧΕΙΑ ΣΥΝΤΑΞΕΩΝ ΘΑ ΔΙΟΙΚΩΝΤΑΙ bbox=[34, 170, 215, 199]
subhead: ΑΙ ΑΝΤΙΔΡΑΣΕΙΣ bbox=[1078, 408, 1147, 419]
lottery-number: 5067 bbox=[542, 698, 564, 709]
lottery-row bbox=[422, 748, 613, 758]
lottery-row bbox=[422, 768, 613, 777]
lottery-row bbox=[257, 754, 416, 765]
lottery-number: 34546 bbox=[489, 737, 516, 748]
headline: ΕΦ' ΑΠΑΞ ΑΠΟΖΗΜΙΩΣΙΣ ΚΑΙ ΑΠΟΔΟΧΑΙ ΔΥΟ ΕΤΩΝ ΕΙΣ ΑΠΟΜΑΚΡΥΝΘΕΝΤΑΣ 14 ΑΞΙΩΜΑΤΙΚΟΥΣ bbox=[644, 5, 836, 66]
article-body: ΙΕΡΟΥΣΑΛΗΜ, 17. (Ρόϊτερ). — Τὸν Μάρτιον θὰ ἀρχίσῃ ἡ δίκη τοῦ Ἄϊχμαν. bbox=[1372, 271, 1562, 291]
kicker: Προκαλῶν τὴν ἀντιπολίτευσιν bbox=[312, 6, 559, 25]
lottery-number: 71218 bbox=[308, 712, 335, 722]
subhead: ΣΥΝΕΤΡΙΒΗ Η ΕΠΑΝΑΣΤΑΣΙΣ bbox=[884, 229, 1007, 240]
lottery-row bbox=[422, 758, 613, 768]
lottery-number: 25010 bbox=[584, 718, 612, 728]
article-body: ΑΘΗΝΑΙ, 17. — Κατόπιν τῶν γενομένων διαπραγματεύσεων ἡ Ἑλλὰς διεβίβασε πρὸς τὰς ἁρμοδίας ἀρχὰς τῆς Ἐπιτροπῆς τὰς ἀντιρρήσεις της ἐπὶ τῶν ἀποφάσεων τοῦ Συμβουλίου, ὅπως αὐτὰ ἀφοροῦν τὴν ἐθνικὴν οἰκονομίαν καὶ τὰς σχέσεις μετὰ τῶν συμμάχων χωρῶν. Ἡ Κυβέρνησις ἐπιμένει εἰς τὴν ἐπανεξέτασιν τοῦ ζητήματος ἐντὸς τῶν προσεχῶν ἡμερῶν. Αἱ ἐπαφαὶ συνεχίζονται κανονικῶς καὶ ἀναμένεται ἀπάντησις. bbox=[6, 51, 243, 156]
subhead: ΕΚΦΡΑΖΟΥΝ ΙΚΑΝΟΠΟΙΗΣΙΝ bbox=[1217, 188, 1341, 199]
article-body: ΗΡΑΚΛΕΙΟΝ, 17. — Εἰς τὴν συγκέντρωσιν τῆς Ἑνώσεως Κρητῶν συνεφιλιώθησαν ὁ πρόεδρος καὶ ὁ βουλευτὴς κ. Μπαντουβάς, κατόπιν μακρᾶς διαφωνίας. Ἡ συγκέντρωσις ἐπεράτωσε τὰς ἐργασίας της ἐν ἑορταστικῇ ἀτμοσφαίρᾳ. bbox=[6, 613, 243, 665]
lottery-number: 41342 bbox=[537, 757, 564, 768]
lottery-number: 70990 bbox=[308, 722, 335, 733]
lottery-number: 53995 bbox=[489, 669, 516, 679]
lottery-number: 83200 bbox=[537, 688, 564, 699]
lottery-number: 35591 bbox=[489, 747, 516, 758]
headline: ΚΛΟΠΑΙ ΠΡΟΪΣΤΑΜΕΝΟΥ ΤΑΧΥΔΡΟΜΕΙΟΥ bbox=[662, 614, 817, 643]
article-body: Ξεναγεῖ ἀεροπορικῶς εἰς τὴν Κρήτην θὰ μεταβῇ ὁ κ. Σοφοκλῆς Βενιζέλος, ἀρχηγὸς τοῦ Κόμματος τῶν Φιλελευθέρων. ΔΗΛΩΣΙΣ ΤΟΥ κ. ΙΝΤΖΕ Ὁ κ. Ἴντζε ἐδήλωσεν ὅτι αἱ κινήσεις τοῦ κ. Γρίβα δὲν ἔχουν ἀπήχησιν. ΑΙ ΑΝΤΙΔΡΑΣΕΙΣ Πληροφορίαι ἀναφέρουν ὅτι αἱ ἀντιδράσεις εἰς τὴν κίνησιν τοῦ κ. Γρίβα ἐντείνονται. ΤΑ ΠΕΡΙ ΤΣΙΡΙΜΩΚΟΥ Τὰ περὶ Τσιριμώκου διαψεύδονται. bbox=[866, 375, 1358, 429]
lottery-number: 47269 bbox=[347, 784, 375, 795]
